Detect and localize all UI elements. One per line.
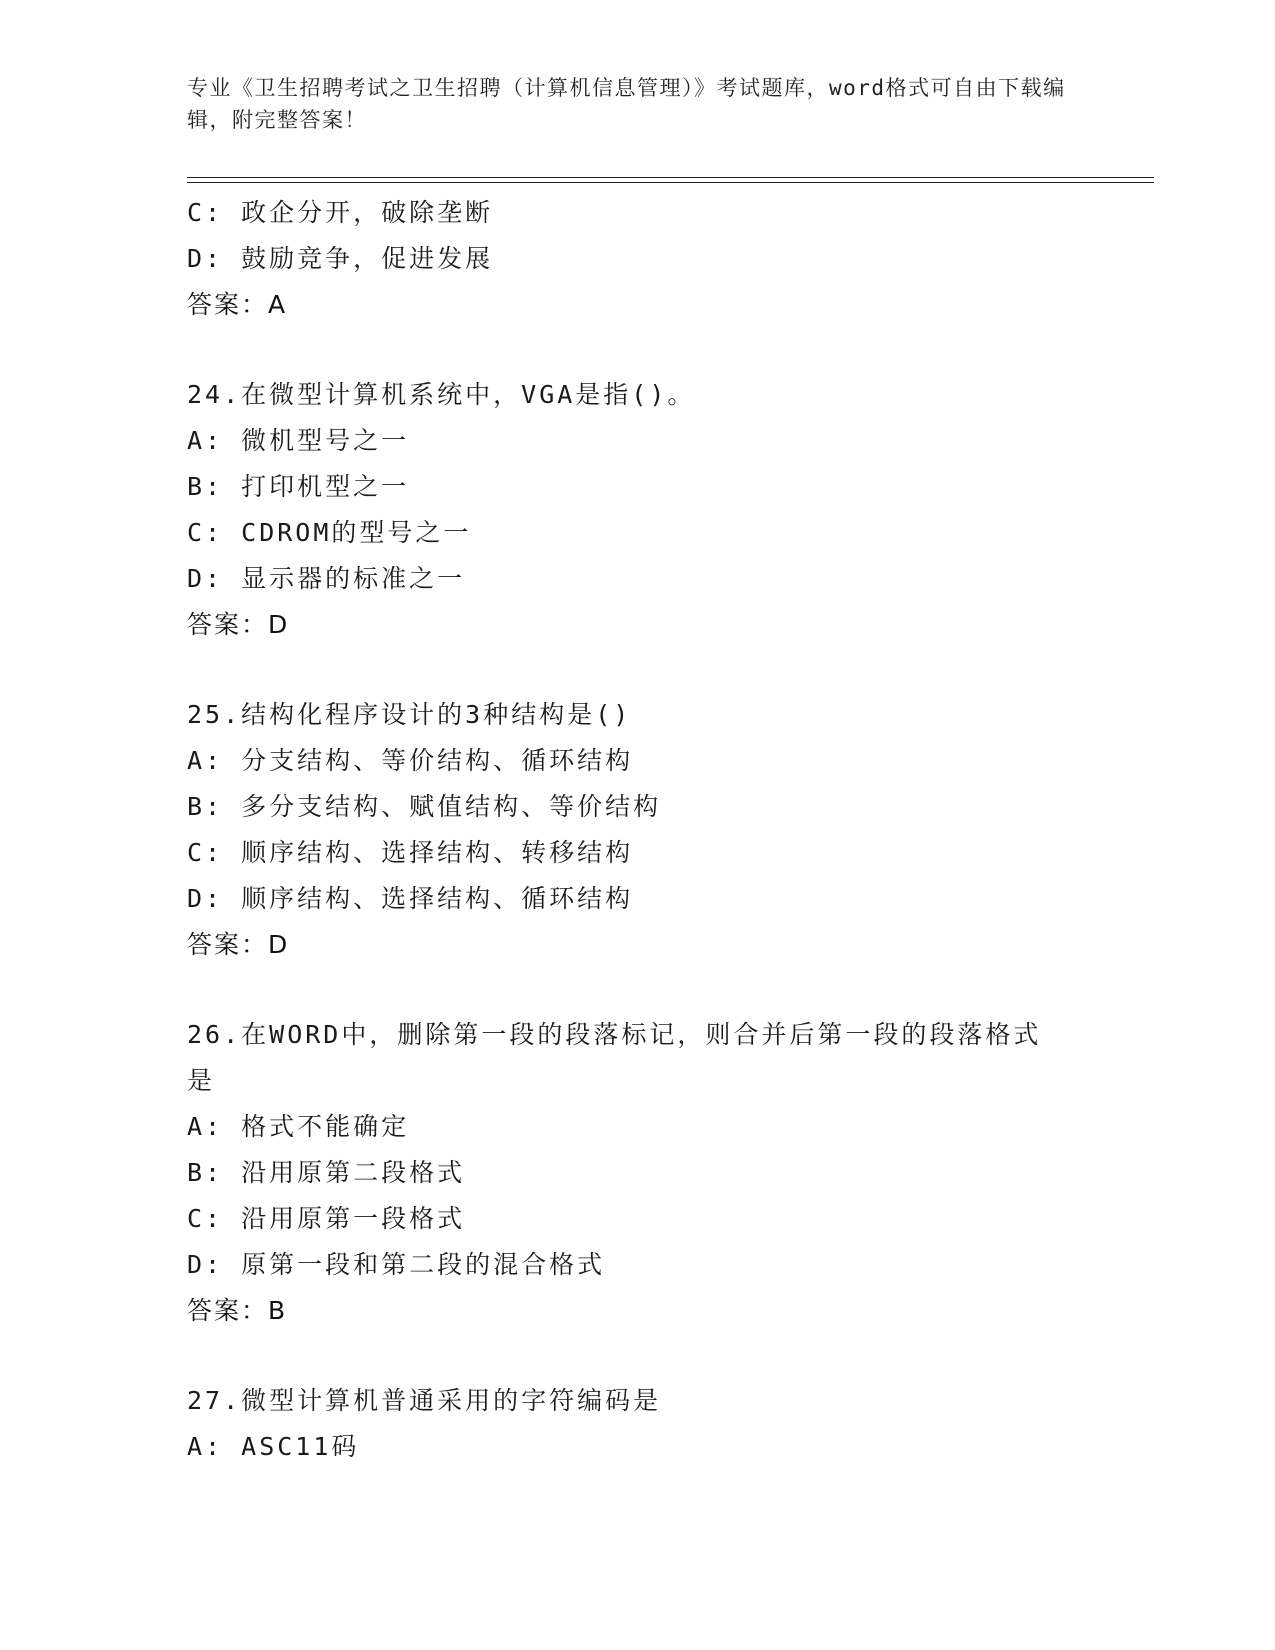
spacer	[187, 968, 1087, 1012]
question-list	[187, 190, 1087, 1470]
option-b: B: 多分支结构、赋值结构、等价结构	[187, 792, 662, 821]
header-divider-bottom	[187, 182, 1154, 183]
option-d: D: 原第一段和第二段的混合格式	[187, 1250, 606, 1279]
option-d: D: 鼓励竞争，促进发展	[187, 244, 494, 273]
option-a: A: 微机型号之一	[187, 426, 410, 455]
question-25	[187, 692, 1087, 968]
answer-line: 答案：D	[187, 610, 290, 639]
answer-line: 答案：D	[187, 930, 290, 959]
question-partial	[187, 190, 1087, 328]
option-d: D: 显示器的标准之一	[187, 564, 466, 593]
question-stem: 27.微型计算机普通采用的字符编码是	[187, 1386, 662, 1415]
answer-line: 答案：A	[187, 290, 288, 319]
question-27	[187, 1378, 1087, 1470]
option-d: D: 顺序结构、选择结构、循环结构	[187, 884, 634, 913]
document-header: 专业《卫生招聘考试之卫生招聘（计算机信息管理）》考试题库，word格式可自由下载编辑，附完整答案！	[187, 76, 1066, 132]
option-c: C: CDROM的型号之一	[187, 518, 472, 547]
option-b: B: 沿用原第二段格式	[187, 1158, 466, 1187]
question-stem: 26.在WORD中，删除第一段的段落标记，则合并后第一段的段落格式是	[187, 1020, 1042, 1095]
option-a: A: ASC11码	[187, 1432, 360, 1461]
question-26	[187, 1012, 1087, 1334]
spacer	[187, 1334, 1087, 1378]
option-b: B: 打印机型之一	[187, 472, 410, 501]
question-24	[187, 372, 1087, 648]
spacer	[187, 648, 1087, 692]
answer-line: 答案：B	[187, 1296, 288, 1325]
option-a: A: 分支结构、等价结构、循环结构	[187, 746, 634, 775]
option-c: C: 政企分开，破除垄断	[187, 198, 494, 227]
option-c: C: 沿用原第一段格式	[187, 1204, 466, 1233]
spacer	[187, 328, 1087, 372]
question-stem: 25.结构化程序设计的3种结构是()	[187, 700, 632, 729]
option-c: C: 顺序结构、选择结构、转移结构	[187, 838, 634, 867]
header-divider-top	[187, 177, 1154, 178]
option-a: A: 格式不能确定	[187, 1112, 410, 1141]
question-stem: 24.在微型计算机系统中，VGA是指()。	[187, 380, 696, 409]
